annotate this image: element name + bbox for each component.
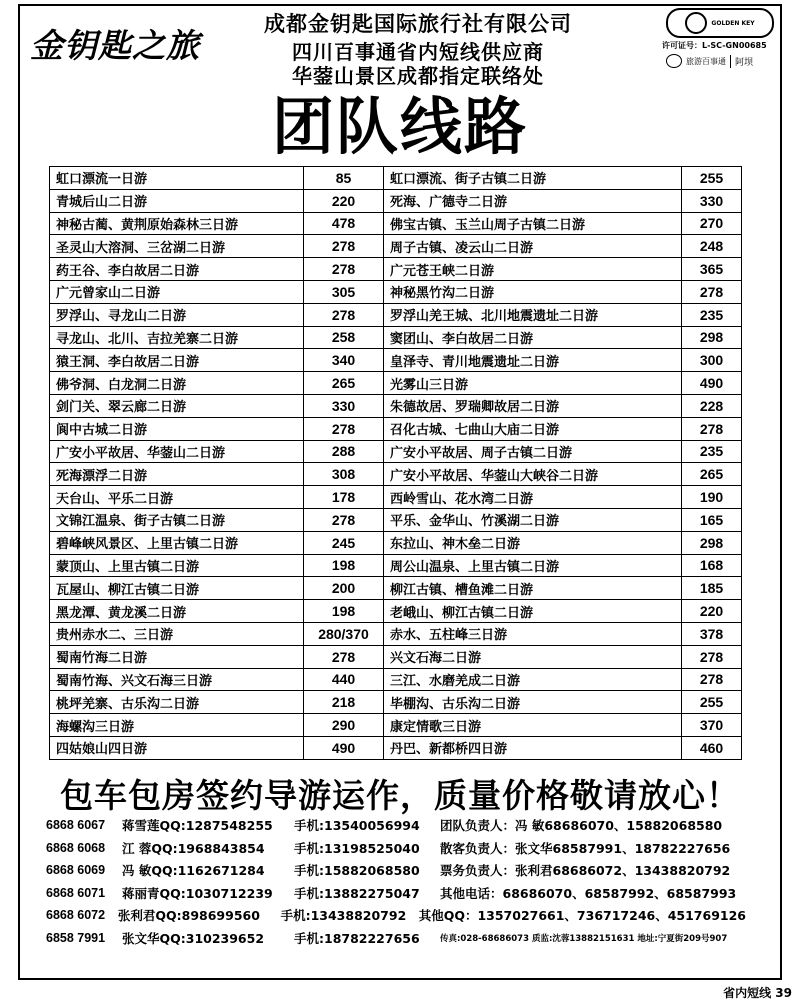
key-icon <box>685 12 707 34</box>
route-price-cell: 278 <box>682 280 742 303</box>
contact-row <box>46 859 746 882</box>
contact-mobile: 手机:18782227656 <box>294 930 420 946</box>
route-price-cell: 168 <box>682 554 742 577</box>
page-footer: 省内短线 39 <box>723 986 792 1000</box>
table-row <box>50 486 742 509</box>
route-name-cell: 周子古镇、凌云山二日游 <box>384 235 682 258</box>
route-price-cell: 478 <box>304 212 384 235</box>
table-row <box>50 508 742 531</box>
table-row <box>50 372 742 395</box>
contact-qq: 冯 敏QQ:1162671284 <box>122 863 265 879</box>
contact-qq: 江 蓉QQ:1968843854 <box>122 840 265 856</box>
subtitle-liaison: 华蓥山景区成都指定联络处 <box>292 64 544 88</box>
route-name-cell: 兴文石海二日游 <box>384 645 682 668</box>
route-price-cell: 278 <box>682 645 742 668</box>
contact-info: 其他QQ：1357027661、736717246、451769126 <box>418 908 746 924</box>
contact-qq: 张文华QQ:310239652 <box>122 930 265 946</box>
route-name-cell: 蒙顶山、上里古镇二日游 <box>50 554 304 577</box>
contact-row <box>46 814 746 837</box>
route-name-cell: 阆中古城二日游 <box>50 417 304 440</box>
route-price-cell: 248 <box>682 235 742 258</box>
route-price-cell: 258 <box>304 326 384 349</box>
license-number: 许可证号：L-SC-GN00685 <box>662 41 767 50</box>
route-name-cell: 神秘黑竹沟二日游 <box>384 280 682 303</box>
route-price-cell: 220 <box>682 600 742 623</box>
route-name-cell: 赤水、五柱峰三日游 <box>384 622 682 645</box>
table-row <box>50 212 742 235</box>
route-price-cell: 490 <box>304 736 384 759</box>
mini-logo-glyph: 阿坝 <box>730 55 753 68</box>
slogan: 包车包房签约导游运作，质量价格敬请放心！ <box>60 776 740 815</box>
route-name-cell: 桃坪羌寨、古乐沟二日游 <box>50 691 304 714</box>
route-name-cell: 广安小平故居、华蓥山大峡谷二日游 <box>384 463 682 486</box>
table-row <box>50 394 742 417</box>
route-price-cell: 278 <box>304 645 384 668</box>
table-row <box>50 167 742 190</box>
route-price-cell: 278 <box>304 417 384 440</box>
table-row <box>50 736 742 759</box>
contact-list <box>46 814 746 949</box>
table-row <box>50 349 742 372</box>
route-price-cell: 198 <box>304 554 384 577</box>
table-row <box>50 303 742 326</box>
route-name-cell: 光雾山三日游 <box>384 372 682 395</box>
page-title: 团队线路 <box>271 90 528 163</box>
contact-qq: 张利君QQ:898699560 <box>117 908 260 924</box>
route-price-cell: 265 <box>682 463 742 486</box>
table-row <box>50 577 742 600</box>
route-name-cell: 寻龙山、北川、吉拉羌寨二日游 <box>50 326 304 349</box>
route-price-cell: 278 <box>304 258 384 281</box>
contact-mobile: 手机:13540056994 <box>294 818 420 834</box>
route-price-cell: 265 <box>304 372 384 395</box>
route-price-cell: 278 <box>304 508 384 531</box>
route-name-cell: 毕棚沟、古乐沟二日游 <box>384 691 682 714</box>
route-price-cell: 278 <box>682 417 742 440</box>
route-price-cell: 278 <box>682 668 742 691</box>
route-name-cell: 周公山温泉、上里古镇二日游 <box>384 554 682 577</box>
table-row <box>50 691 742 714</box>
route-name-cell: 青城后山二日游 <box>50 189 304 212</box>
route-price-cell: 288 <box>304 440 384 463</box>
contact-row <box>46 882 746 905</box>
route-name-cell: 窦团山、李白故居二日游 <box>384 326 682 349</box>
route-price-cell: 305 <box>304 280 384 303</box>
route-price-cell: 330 <box>304 394 384 417</box>
route-name-cell: 广元曾家山二日游 <box>50 280 304 303</box>
contact-mobile: 手机:13198525040 <box>294 840 420 856</box>
route-price-cell: 460 <box>682 736 742 759</box>
route-name-cell: 死海、广德寺二日游 <box>384 189 682 212</box>
route-name-cell: 黑龙潭、黄龙溪二日游 <box>50 600 304 623</box>
contact-phone: 6868 6068 <box>46 840 106 855</box>
route-name-cell: 蜀南竹海、兴文石海三日游 <box>50 668 304 691</box>
route-name-cell: 召化古城、七曲山大庙二日游 <box>384 417 682 440</box>
route-price-cell: 278 <box>304 235 384 258</box>
route-price-cell: 378 <box>682 622 742 645</box>
route-price-cell: 245 <box>304 531 384 554</box>
contact-info: 其他电话：68686070、68587992、68587993 <box>440 885 737 901</box>
table-row <box>50 600 742 623</box>
golden-key-logo <box>666 8 774 38</box>
route-name-cell: 虹口漂流、街子古镇二日游 <box>384 167 682 190</box>
route-price-cell: 165 <box>682 508 742 531</box>
route-name-cell: 贵州赤水二、三日游 <box>50 622 304 645</box>
route-price-cell: 440 <box>304 668 384 691</box>
route-price-cell: 228 <box>682 394 742 417</box>
route-price-cell: 190 <box>682 486 742 509</box>
route-name-cell: 罗浮山羌王城、北川地震遗址二日游 <box>384 303 682 326</box>
route-price-cell: 490 <box>682 372 742 395</box>
contact-mobile: 手机:13438820792 <box>280 908 407 924</box>
route-price-cell: 235 <box>682 303 742 326</box>
route-name-cell: 四姑娘山四日游 <box>50 736 304 759</box>
route-price-cell: 198 <box>304 600 384 623</box>
badge-text: GOLDEN KEY <box>711 19 755 27</box>
mini-logo-text: 旅游百事通 <box>686 56 726 66</box>
route-price-cell: 278 <box>304 303 384 326</box>
table-row <box>50 554 742 577</box>
route-name-cell: 死海漂浮二日游 <box>50 463 304 486</box>
contact-info: 传真:028-68686073 质监:沈蓉13882151631 地址:宁夏街209号907 <box>440 933 728 944</box>
route-name-cell: 海螺沟三日游 <box>50 714 304 737</box>
route-name-cell: 三江、水磨羌成二日游 <box>384 668 682 691</box>
table-row <box>50 531 742 554</box>
route-price-cell: 298 <box>682 326 742 349</box>
table-row <box>50 326 742 349</box>
route-name-cell: 圣灵山大溶洞、三岔湖二日游 <box>50 235 304 258</box>
route-price-cell: 200 <box>304 577 384 600</box>
table-row <box>50 668 742 691</box>
route-name-cell: 文锦江温泉、街子古镇二日游 <box>50 508 304 531</box>
route-name-cell: 老峨山、柳江古镇二日游 <box>384 600 682 623</box>
route-name-cell: 广安小平故居、华蓥山二日游 <box>50 440 304 463</box>
route-name-cell: 丹巴、新都桥四日游 <box>384 736 682 759</box>
table-row <box>50 417 742 440</box>
table-row <box>50 714 742 737</box>
route-price-cell: 178 <box>304 486 384 509</box>
route-price-cell: 185 <box>682 577 742 600</box>
route-price-cell: 370 <box>682 714 742 737</box>
route-price-cell: 270 <box>682 212 742 235</box>
route-price-cell: 255 <box>682 167 742 190</box>
route-name-cell: 佛宝古镇、玉兰山周子古镇二日游 <box>384 212 682 235</box>
table-row <box>50 258 742 281</box>
route-name-cell: 平乐、金华山、竹溪湖二日游 <box>384 508 682 531</box>
contact-qq: 蒋雪莲QQ:1287548255 <box>122 818 273 834</box>
route-name-cell: 西岭雪山、花水湾二日游 <box>384 486 682 509</box>
table-row <box>50 463 742 486</box>
contact-phone: 6868 6069 <box>46 863 106 878</box>
route-table <box>49 166 742 760</box>
route-name-cell: 神秘古蔺、黄荆原始森林三日游 <box>50 212 304 235</box>
contact-phone: 6858 7991 <box>46 930 106 945</box>
contact-row <box>46 927 746 950</box>
route-name-cell: 柳江古镇、槽鱼滩二日游 <box>384 577 682 600</box>
route-price-cell: 235 <box>682 440 742 463</box>
route-price-cell: 280/370 <box>304 622 384 645</box>
logo-text: 金钥匙之旅 <box>30 26 200 65</box>
route-name-cell: 东拉山、神木垒二日游 <box>384 531 682 554</box>
route-price-cell: 308 <box>304 463 384 486</box>
contact-info: 散客负责人：张文华68587991、18782227656 <box>440 840 731 856</box>
route-name-cell: 药王谷、李白故居二日游 <box>50 258 304 281</box>
route-price-cell: 340 <box>304 349 384 372</box>
route-name-cell: 朱德故居、罗瑞卿故居二日游 <box>384 394 682 417</box>
route-name-cell: 蜀南竹海二日游 <box>50 645 304 668</box>
contact-row <box>46 904 746 927</box>
route-name-cell: 皇泽寺、青川地震遗址二日游 <box>384 349 682 372</box>
subtitle-supplier: 四川百事通省内短线供应商 <box>292 40 544 64</box>
contact-mobile: 手机:13882275047 <box>294 885 420 901</box>
contact-qq: 蒋丽青QQ:1030712239 <box>122 885 273 901</box>
contact-info: 票务负责人：张利君68686072、13438820792 <box>440 863 731 879</box>
contact-phone: 6868 6072 <box>46 908 106 923</box>
route-price-cell: 330 <box>682 189 742 212</box>
table-row <box>50 235 742 258</box>
route-name-cell: 广安小平故居、周子古镇二日游 <box>384 440 682 463</box>
route-name-cell: 佛爷洞、白龙洞二日游 <box>50 372 304 395</box>
contact-phone: 6868 6067 <box>46 818 106 833</box>
route-price-cell: 298 <box>682 531 742 554</box>
route-price-cell: 300 <box>682 349 742 372</box>
contact-row <box>46 837 746 860</box>
route-name-cell: 猿王洞、李白故居二日游 <box>50 349 304 372</box>
route-name-cell: 康定情歌三日游 <box>384 714 682 737</box>
contact-mobile: 手机:15882068580 <box>294 863 420 879</box>
table-row <box>50 189 742 212</box>
contact-info: 团队负责人：冯 敏68686070、15882068580 <box>440 818 723 834</box>
route-price-cell: 365 <box>682 258 742 281</box>
route-name-cell: 瓦屋山、柳江古镇二日游 <box>50 577 304 600</box>
route-price-cell: 220 <box>304 189 384 212</box>
route-name-cell: 剑门关、翠云廊二日游 <box>50 394 304 417</box>
route-price-cell: 85 <box>304 167 384 190</box>
route-price-cell: 290 <box>304 714 384 737</box>
baishitong-logo <box>666 52 774 70</box>
table-row <box>50 440 742 463</box>
table-row <box>50 622 742 645</box>
contact-phone: 6868 6071 <box>46 885 106 900</box>
company-name: 成都金钥匙国际旅行社有限公司 <box>264 12 572 36</box>
table-row <box>50 280 742 303</box>
route-name-cell: 天台山、平乐二日游 <box>50 486 304 509</box>
route-name-cell: 虹口漂流一日游 <box>50 167 304 190</box>
table-row <box>50 645 742 668</box>
route-name-cell: 罗浮山、寻龙山二日游 <box>50 303 304 326</box>
route-price-cell: 218 <box>304 691 384 714</box>
route-name-cell: 广元苍王峡二日游 <box>384 258 682 281</box>
globe-icon <box>666 54 682 68</box>
route-price-cell: 255 <box>682 691 742 714</box>
route-name-cell: 碧峰峡风景区、上里古镇二日游 <box>50 531 304 554</box>
